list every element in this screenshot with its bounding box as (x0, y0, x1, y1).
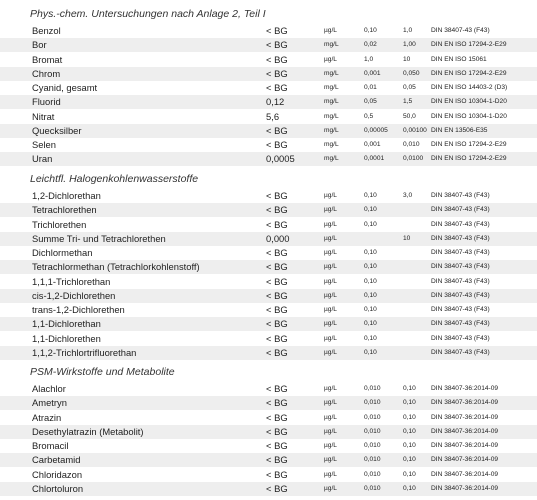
table-row (0, 246, 537, 260)
measured-limit: 0,10 (364, 277, 377, 285)
table-row (0, 289, 537, 303)
result-value: < BG (266, 383, 288, 394)
test-method: DIN EN ISO 10304-1-D20 (431, 112, 507, 120)
limit-value: 3,0 (403, 192, 413, 199)
analyte-name: Chlortoluron (32, 482, 84, 494)
measured-limit: 0,010 (364, 442, 381, 449)
limit-value: 0,00100 (403, 126, 427, 134)
test-method: DIN EN ISO 17294-2-E29 (431, 141, 507, 148)
result-value: 0,0005 (266, 153, 295, 165)
limit-value: 0,010 (403, 141, 420, 148)
result-value: < BG (266, 425, 288, 437)
analyte-name: Chrom (32, 67, 61, 79)
result-value: < BG (266, 39, 288, 51)
unit: mg/L (324, 155, 339, 163)
analyte-name: Uran (32, 153, 53, 165)
table-row (0, 382, 537, 396)
analyte-name: Cyanid, gesamt (32, 82, 98, 93)
unit: µg/L (324, 470, 337, 478)
test-method: DIN EN ISO 15061 (431, 55, 487, 63)
test-method: DIN 38407-43 (F43) (431, 277, 490, 285)
result-value: < BG (266, 289, 288, 301)
result-value: < BG (266, 82, 288, 93)
test-method: DIN EN ISO 17294-2-E29 (431, 69, 507, 77)
analyte-name: Tetrachlorethen (32, 204, 97, 216)
analyte-name: Benzol (32, 25, 61, 36)
analyte-name: Trichlorethen (32, 218, 87, 230)
unit: µg/L (324, 291, 337, 299)
test-method: DIN 38407-36:2014-09 (431, 470, 499, 478)
test-method: DIN 38407-43 (F43) (431, 263, 490, 271)
test-method: DIN EN ISO 17294-2-E29 (431, 41, 507, 49)
result-value: 5,6 (266, 110, 280, 122)
measured-limit: 0,10 (364, 334, 377, 342)
result-value: < BG (266, 25, 288, 36)
limit-value: 0,10 (403, 484, 416, 492)
unit: µg/L (324, 27, 337, 34)
table-row (0, 425, 537, 439)
unit: µg/L (324, 334, 337, 342)
table-row (0, 303, 537, 317)
unit: mg/L (324, 112, 339, 120)
unit: µg/L (324, 263, 337, 271)
measured-limit: 0,02 (364, 41, 377, 49)
result-value: < BG (266, 261, 288, 273)
measured-limit: 0,10 (364, 192, 377, 199)
test-method: DIN 38407-43 (F43) (431, 192, 490, 199)
limit-value: 10 (403, 234, 411, 242)
analyte-name: Bromacil (32, 440, 69, 451)
result-value: < BG (266, 139, 288, 150)
measured-limit: 0,010 (364, 470, 381, 478)
limit-value: 0,10 (403, 456, 416, 464)
test-method: DIN EN ISO 10304-1-D20 (431, 98, 507, 106)
limit-value: 0,10 (403, 413, 416, 421)
result-value: < BG (266, 318, 288, 330)
measured-limit: 0,10 (364, 249, 377, 256)
measured-limit: 0,010 (364, 399, 381, 407)
measured-limit: 0,10 (364, 306, 377, 313)
result-value: < BG (266, 440, 288, 451)
limit-value: 0,10 (403, 399, 416, 407)
measured-limit: 0,01 (364, 84, 377, 91)
measured-limit: 0,10 (364, 206, 377, 214)
measured-limit: 0,010 (364, 413, 381, 421)
result-value: < BG (266, 204, 288, 216)
analyte-name: Desethylatrazin (Metabolit) (32, 425, 144, 437)
analyte-name: Bromat (32, 53, 63, 65)
unit: µg/L (324, 306, 337, 313)
table-row (0, 95, 537, 109)
test-method: DIN 38407-36:2014-09 (431, 442, 499, 449)
table-row (0, 53, 537, 67)
analyte-name: Quecksilber (32, 124, 82, 136)
unit: µg/L (324, 192, 337, 199)
measured-limit: 0,001 (364, 69, 381, 77)
unit: µg/L (324, 484, 337, 492)
result-value: < BG (266, 53, 288, 65)
analyte-name: trans-1,2-Dichlorethen (32, 304, 125, 315)
result-value: < BG (266, 124, 288, 136)
unit: µg/L (324, 456, 337, 464)
measured-limit: 0,010 (364, 427, 381, 435)
analyte-name: Atrazin (32, 411, 62, 423)
measured-limit: 0,010 (364, 456, 381, 464)
unit: mg/L (324, 126, 339, 134)
measured-limit: 0,10 (364, 220, 377, 228)
measured-limit: 0,10 (364, 263, 377, 271)
unit: µg/L (324, 277, 337, 285)
unit: mg/L (324, 41, 339, 49)
analyte-name: Tetrachlormethan (Tetrachlorkohlenstoff) (32, 261, 200, 273)
test-method: DIN EN ISO 14403-2 (D3) (431, 84, 508, 91)
table-row (0, 439, 537, 453)
result-value: < BG (266, 346, 288, 358)
result-value: < BG (266, 411, 288, 423)
analyte-name: 1,1,2-Trichlortrifluorethan (32, 346, 137, 358)
test-method: DIN EN ISO 17294-2-E29 (431, 155, 507, 163)
test-method: DIN 38407-43 (F43) (431, 291, 490, 299)
result-value: 0,12 (266, 96, 285, 108)
table-row (0, 453, 537, 467)
analyte-name: Selen (32, 139, 56, 150)
table-row (0, 232, 537, 246)
unit: mg/L (324, 141, 339, 148)
test-method: DIN 38407-36:2014-09 (431, 456, 499, 464)
table-row (0, 468, 537, 482)
unit: µg/L (324, 413, 337, 421)
measured-limit: 0,10 (364, 348, 377, 356)
test-method: DIN EN 13506-E35 (431, 126, 488, 134)
test-method: DIN 38407-43 (F43) (431, 27, 490, 34)
measured-limit: 0,5 (364, 112, 374, 120)
test-method: DIN 38407-36:2014-09 (431, 413, 499, 421)
section-title: Phys.-chem. Untersuchungen nach Anlage 2, Teil I (30, 8, 266, 20)
result-value: < BG (266, 67, 288, 79)
table-row (0, 189, 537, 203)
measured-limit: 0,00005 (364, 126, 388, 134)
analyte-name: Bor (32, 39, 47, 51)
unit: mg/L (324, 84, 339, 91)
measured-limit: 0,001 (364, 141, 381, 148)
unit: µg/L (324, 249, 337, 256)
table-row (0, 275, 537, 289)
table-row (0, 110, 537, 124)
measured-limit: 0,010 (364, 385, 381, 392)
table-row (0, 260, 537, 274)
analyte-name: 1,2-Dichlorethan (32, 190, 101, 201)
limit-value: 1,5 (403, 98, 413, 106)
table-row (0, 218, 537, 232)
measured-limit: 0,10 (364, 320, 377, 328)
measured-limit: 0,010 (364, 484, 381, 492)
test-method: DIN 38407-36:2014-09 (431, 385, 499, 392)
result-value: < BG (266, 247, 288, 258)
measured-limit: 0,10 (364, 291, 377, 299)
section-title: Leichtfl. Halogenkohlenwasserstoffe (30, 173, 199, 185)
unit: mg/L (324, 69, 339, 77)
result-value: < BG (266, 218, 288, 230)
test-method: DIN 38407-43 (F43) (431, 334, 490, 342)
table-row (0, 317, 537, 331)
analyte-name: Nitrat (32, 110, 55, 122)
table-row (0, 81, 537, 95)
limit-value: 1,0 (403, 27, 413, 34)
analyte-name: Dichlormethan (32, 247, 93, 258)
test-method: DIN 38407-43 (F43) (431, 306, 490, 313)
table-row (0, 203, 537, 217)
limit-value: 0,05 (403, 84, 416, 91)
unit: µg/L (324, 220, 337, 228)
result-value: < BG (266, 304, 288, 315)
limit-value: 0,0100 (403, 155, 424, 163)
test-method: DIN 38407-43 (F43) (431, 348, 490, 356)
unit: mg/L (324, 98, 339, 106)
test-method: DIN 38407-36:2014-09 (431, 399, 499, 407)
limit-value: 0,10 (403, 385, 416, 392)
limit-value: 0,10 (403, 442, 416, 449)
analyte-name: Summe Tri- und Tetrachlorethen (32, 232, 166, 244)
table-row (0, 346, 537, 360)
result-value: < BG (266, 454, 288, 466)
analyte-name: Chloridazon (32, 468, 83, 480)
analyte-name: Fluorid (32, 96, 61, 108)
result-value: < BG (266, 275, 288, 287)
analyte-name: 1,1-Dichlorethan (32, 318, 101, 330)
analyte-name: 1,1,1-Trichlorethan (32, 275, 111, 287)
unit: µg/L (324, 320, 337, 328)
test-method: DIN 38407-43 (F43) (431, 249, 490, 256)
limit-value: 10 (403, 55, 411, 63)
test-method: DIN 38407-36:2014-09 (431, 484, 499, 492)
limit-value: 0,050 (403, 69, 420, 77)
test-method: DIN 38407-36:2014-09 (431, 427, 499, 435)
analyte-name: Ametryn (32, 397, 67, 409)
table-row (0, 482, 537, 496)
measured-limit: 0,0001 (364, 155, 385, 163)
table-row (0, 152, 537, 166)
table-row (0, 24, 537, 38)
unit: µg/L (324, 385, 337, 392)
test-method: DIN 38407-43 (F43) (431, 234, 490, 242)
analyte-name: cis-1,2-Dichlorethen (32, 289, 116, 301)
table-row (0, 411, 537, 425)
analyte-name: Carbetamid (32, 454, 81, 466)
unit: µg/L (324, 348, 337, 356)
analyte-name: Alachlor (32, 383, 66, 394)
analyte-name: 1,1-Dichlorethen (32, 332, 101, 344)
limit-value: 0,10 (403, 470, 416, 478)
result-value: 0,000 (266, 232, 290, 244)
test-method: DIN 38407-43 (F43) (431, 320, 490, 328)
test-method: DIN 38407-43 (F43) (431, 220, 490, 228)
section-title: PSM-Wirkstoffe und Metabolite (30, 366, 175, 378)
measured-limit: 0,10 (364, 27, 377, 34)
limit-value: 50,0 (403, 112, 416, 120)
unit: µg/L (324, 442, 337, 449)
result-value: < BG (266, 468, 288, 480)
result-value: < BG (266, 332, 288, 344)
table-row (0, 67, 537, 81)
result-value: < BG (266, 482, 288, 494)
table-row (0, 38, 537, 52)
test-method: DIN 38407-43 (F43) (431, 206, 490, 214)
measured-limit: 0,05 (364, 98, 377, 106)
unit: µg/L (324, 55, 337, 63)
table-row (0, 138, 537, 152)
unit: µg/L (324, 399, 337, 407)
result-value: < BG (266, 397, 288, 409)
measured-limit: 1,0 (364, 55, 374, 63)
unit: µg/L (324, 206, 337, 214)
unit: µg/L (324, 427, 337, 435)
table-row (0, 332, 537, 346)
result-value: < BG (266, 190, 288, 201)
limit-value: 0,10 (403, 427, 416, 435)
unit: µg/L (324, 234, 337, 242)
table-row (0, 124, 537, 138)
table-row (0, 396, 537, 410)
limit-value: 1,00 (403, 41, 416, 49)
